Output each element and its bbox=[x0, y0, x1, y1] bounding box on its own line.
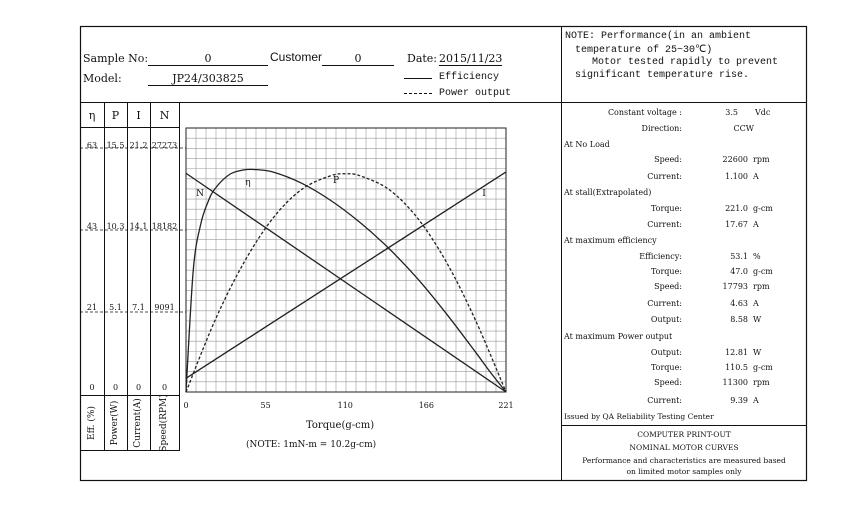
direction-label: Direction: bbox=[641, 124, 682, 133]
no-load-speed-unit: rpm bbox=[753, 155, 770, 164]
no-load-current-label: Current: bbox=[647, 172, 682, 181]
constant-voltage-unit: Vdc bbox=[755, 108, 771, 117]
footer-line-1: COMPUTER PRINT-OUT bbox=[637, 430, 731, 439]
current-axis-name: Current(A) bbox=[133, 398, 143, 448]
issued-by: Issued by QA Reliability Testing Center bbox=[564, 412, 714, 421]
max-pow-output-value: 12.81 bbox=[725, 348, 748, 357]
max-eff-efficiency-value: 53.1 bbox=[730, 252, 748, 261]
max-eff-current-value: 4.63 bbox=[730, 299, 748, 308]
power-low-value: 5.1 bbox=[109, 303, 122, 312]
model-label: Model: bbox=[83, 72, 122, 85]
no-load-current-value: 1.100 bbox=[725, 172, 748, 181]
max-eff-output-label: Output: bbox=[650, 315, 682, 324]
max-eff-torque-unit: g-cm bbox=[753, 267, 773, 276]
power-mid-value: 10.3 bbox=[106, 222, 125, 231]
x-tick-label: 55 bbox=[260, 401, 271, 410]
stall-title: At stall(Extrapolated) bbox=[564, 188, 652, 197]
footer-line-4: on limited motor samples only bbox=[626, 467, 742, 476]
no-load-current-unit: A bbox=[753, 172, 759, 181]
series-name-label: η bbox=[245, 178, 251, 188]
note-line-3: Motor tested rapidly to prevent bbox=[592, 57, 779, 68]
x-tick-label: 110 bbox=[337, 401, 353, 410]
max-eff-efficiency-unit: % bbox=[753, 252, 761, 261]
stall-torque-value: 221.0 bbox=[725, 204, 748, 213]
x-tick-label: 166 bbox=[418, 401, 435, 410]
unit-note: (NOTE: 1mN-m = 10.2g-cm) bbox=[246, 440, 377, 450]
max-pow-current-unit: A bbox=[753, 396, 759, 405]
stall-torque-label: Torque: bbox=[650, 204, 682, 213]
legend-dashed-label: Power output bbox=[439, 88, 512, 99]
max-eff-torque-label: Torque: bbox=[650, 267, 682, 276]
model-value: JP24/303825 bbox=[148, 72, 268, 86]
power-axis-name: Power(W) bbox=[110, 400, 120, 446]
max-pow-current-label: Current: bbox=[647, 396, 682, 405]
max-eff-speed-value: 17793 bbox=[722, 282, 748, 291]
note-line-4: significant temperature rise. bbox=[575, 70, 750, 81]
customer-label: Customer bbox=[270, 50, 323, 64]
stall-current-label: Current: bbox=[647, 220, 682, 229]
max-eff-output-value: 8.58 bbox=[730, 315, 748, 324]
max-efficiency-title: At maximum efficiency bbox=[564, 236, 657, 245]
current-zero-value: 0 bbox=[135, 383, 142, 392]
series-name-label: N bbox=[196, 189, 204, 199]
speed-axis-name: Speed(RPM) bbox=[159, 394, 169, 452]
direction-value: CCW bbox=[733, 124, 754, 133]
max-eff-efficiency-label: Efficiency: bbox=[639, 252, 682, 261]
customer-value: 0 bbox=[322, 52, 394, 66]
max-eff-current-label: Current: bbox=[647, 299, 682, 308]
max-pow-speed-unit: rpm bbox=[753, 378, 770, 387]
series-name-label: P bbox=[332, 176, 340, 186]
stall-current-unit: A bbox=[753, 220, 759, 229]
speed-mid-value: 18182 bbox=[151, 222, 178, 231]
eff-zero-value: 0 bbox=[89, 383, 95, 392]
power-zero-value: 0 bbox=[112, 383, 119, 392]
no-load-speed-label: Speed: bbox=[654, 155, 682, 164]
col-header-current: I bbox=[136, 109, 141, 122]
x-axis-label: Torque(g-cm) bbox=[306, 420, 375, 431]
date-label: Date: bbox=[407, 52, 438, 65]
eff-low-value: 21 bbox=[86, 303, 98, 312]
current-mid-value: 14.1 bbox=[129, 222, 148, 231]
legend-solid-label: Efficiency bbox=[439, 72, 500, 83]
speed-low-value: 9091 bbox=[154, 303, 175, 312]
sample-no-label: Sample No: bbox=[83, 52, 149, 65]
eff-mid-value: 43 bbox=[86, 222, 98, 231]
max-pow-output-unit: W bbox=[753, 348, 762, 357]
series-name-label: I bbox=[482, 189, 486, 199]
no-load-speed-value: 22600 bbox=[722, 155, 748, 164]
max-eff-speed-unit: rpm bbox=[753, 282, 770, 291]
note-line-1: NOTE: Performance(in an ambient bbox=[565, 31, 752, 42]
max-eff-output-unit: W bbox=[753, 315, 762, 324]
power-max-value: 15.5 bbox=[106, 141, 125, 150]
max-pow-speed-label: Speed: bbox=[654, 378, 682, 387]
speed-zero-value: 0 bbox=[161, 383, 168, 392]
current-max-value: 21.2 bbox=[129, 141, 148, 150]
max-eff-torque-value: 47.0 bbox=[730, 267, 748, 276]
max-eff-current-unit: A bbox=[753, 299, 759, 308]
constant-voltage-value: 3.5 bbox=[725, 108, 738, 117]
footer-line-2: NOMINAL MOTOR CURVES bbox=[629, 443, 739, 452]
sample-no-value: 0 bbox=[148, 52, 268, 66]
max-pow-speed-value: 11300 bbox=[722, 378, 748, 387]
note-line-2: temperature of 25~30℃) bbox=[575, 45, 713, 56]
max-pow-torque-label: Torque: bbox=[650, 363, 682, 372]
no-load-title: At No Load bbox=[564, 140, 610, 149]
stall-torque-unit: g-cm bbox=[753, 204, 773, 213]
eff-max-value: 63 bbox=[86, 141, 98, 150]
col-header-eff: η bbox=[88, 109, 96, 122]
x-tick-label: 0 bbox=[183, 401, 189, 410]
max-pow-current-value: 9.39 bbox=[730, 396, 748, 405]
max-eff-speed-label: Speed: bbox=[654, 282, 682, 291]
footer-line-3: Performance and characteristics are measured based bbox=[582, 456, 786, 465]
max-power-title: At maximum Power output bbox=[564, 332, 673, 341]
max-pow-torque-unit: g-cm bbox=[753, 363, 773, 372]
col-header-power: P bbox=[111, 109, 120, 122]
col-header-speed: N bbox=[159, 109, 170, 122]
x-tick-label: 221 bbox=[498, 401, 514, 410]
speed-max-value: 27273 bbox=[151, 141, 178, 150]
constant-voltage-label: Constant voltage : bbox=[607, 108, 682, 117]
max-pow-output-label: Output: bbox=[650, 348, 682, 357]
max-pow-torque-value: 110.5 bbox=[725, 363, 748, 372]
current-low-value: 7.1 bbox=[132, 303, 145, 312]
stall-current-value: 17.67 bbox=[725, 220, 748, 229]
date-value: 2015/11/23 bbox=[439, 52, 503, 65]
eff-axis-name: Eff. (%) bbox=[87, 406, 97, 440]
